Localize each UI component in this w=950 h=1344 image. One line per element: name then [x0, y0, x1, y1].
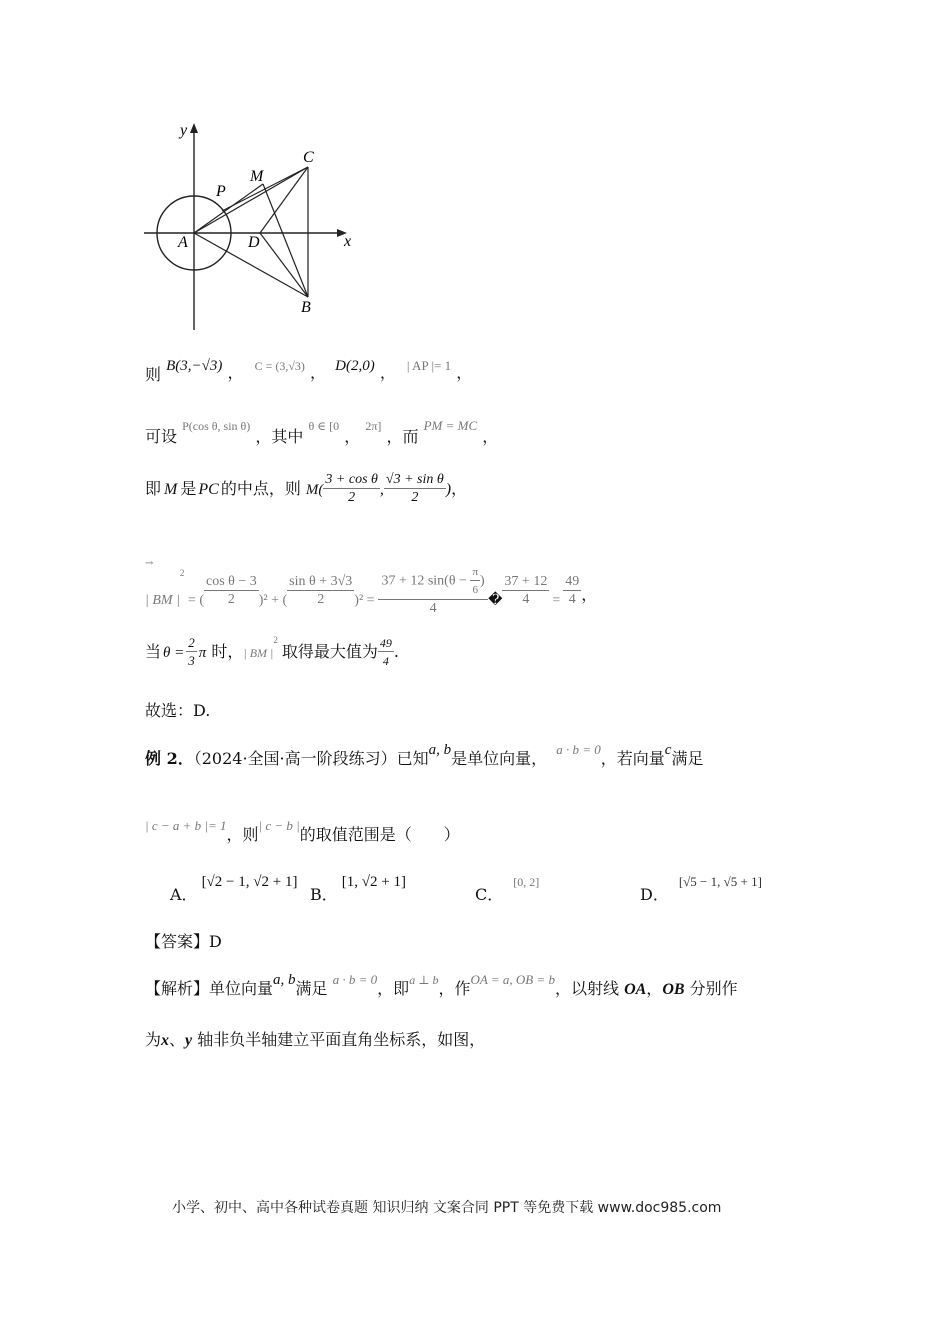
- option-d-label: D．: [640, 885, 669, 904]
- l3-prefix: 即: [145, 479, 162, 498]
- analysis-line-1: [145, 966, 738, 998]
- l5-when: 时，: [211, 642, 244, 661]
- l4-d1: 2: [227, 591, 235, 607]
- l1-sep2: ，: [310, 363, 327, 382]
- l5-frac: [186, 635, 197, 670]
- segment-MB: [263, 184, 308, 297]
- label-y: y: [180, 122, 188, 139]
- l2-and: ，而: [386, 427, 419, 446]
- line-2: [145, 412, 499, 446]
- option-b-label: B．: [310, 885, 338, 904]
- l4-d4: 4: [522, 591, 530, 607]
- l3-is: 是: [180, 479, 197, 498]
- option-a-value: [√2 − 1, √2 + 1]: [201, 874, 298, 890]
- l1-C: C = (3,√3): [254, 359, 305, 373]
- l4-frac2: [287, 574, 354, 609]
- l7-label: 例 2．: [145, 749, 194, 768]
- l4-sq: 2: [179, 568, 185, 578]
- l4-glyph: �: [488, 593, 503, 609]
- label-C: C: [303, 149, 314, 166]
- l3-frac2: [384, 472, 446, 507]
- l2-theta: θ ∈ [0: [308, 419, 340, 433]
- l11-ie: ，即: [377, 979, 410, 998]
- l2-end: ，: [482, 427, 499, 446]
- l8-then: ，则: [226, 825, 259, 844]
- l5-n: 2: [188, 635, 195, 650]
- l7-src: （2024·全国·高一阶段练习）已知: [193, 749, 429, 768]
- line-5: [145, 635, 399, 670]
- l3-num1: 3 + cos θ: [325, 472, 378, 487]
- l3-den2: 2: [411, 490, 419, 505]
- l12-y: y: [185, 1032, 193, 1049]
- label-x: x: [344, 233, 352, 250]
- y-axis-arrow: [190, 123, 198, 133]
- l11-ray: ，以射线: [554, 979, 625, 998]
- l11-OB: OB: [662, 981, 685, 998]
- l11-make: ，作: [438, 979, 471, 998]
- l4-frac1: [204, 574, 259, 609]
- l11-as: 分别作: [684, 979, 738, 998]
- l4-eq2: =: [552, 593, 561, 609]
- l7-c: c: [664, 742, 672, 758]
- l5-n2: 49: [379, 636, 392, 650]
- l11-unit: 单位向量: [209, 979, 274, 998]
- l11-perp: a ⊥ b: [409, 973, 439, 987]
- label-P: P: [216, 183, 226, 200]
- option-a-label: A．: [170, 885, 198, 904]
- label-B: B: [301, 299, 311, 316]
- l4-n1: cos θ − 3: [205, 573, 257, 589]
- l2-comma: ，: [344, 427, 361, 446]
- l7-sat: 满足: [671, 749, 704, 768]
- l2-prefix: 可设: [145, 427, 178, 446]
- l2-mid: ，其中: [255, 427, 304, 446]
- l4-p1: )² + (: [258, 593, 288, 609]
- l7-dot: a · b = 0: [556, 742, 601, 757]
- l7-if: ，若向量: [600, 749, 665, 768]
- l2-twopi: 2π]: [365, 419, 382, 433]
- l1-sep1: ，: [227, 363, 244, 382]
- option-b: [310, 868, 406, 904]
- l4-frac4: [502, 574, 549, 609]
- l4-n3pi: π: [470, 564, 480, 581]
- line-6: 故选：D.: [145, 701, 211, 720]
- l5-d: 3: [188, 653, 195, 668]
- l12-text1: 为: [145, 1030, 162, 1049]
- answer-line: 【答案】D: [145, 932, 222, 951]
- l1-prefix: 则: [145, 365, 162, 384]
- l11-ab: a, b: [273, 972, 296, 988]
- l4-d2: 2: [317, 591, 325, 607]
- line-7: [145, 736, 704, 768]
- l4-frac3: [378, 564, 488, 618]
- l3-close: ): [445, 481, 452, 498]
- footer-text: 小学、初中、高中各种试卷真题 知识归纳 文案合同 PPT 等免费下载 www.doc985.com: [172, 1200, 722, 1216]
- option-d: [640, 868, 762, 904]
- l11-tag: 【解析】: [145, 979, 210, 998]
- l4-n3: 37 + 12 sin(θ −: [381, 573, 471, 589]
- option-a: [170, 868, 298, 904]
- l4-end: ，: [581, 587, 598, 605]
- l11-comma: ，: [646, 979, 663, 998]
- l3-den1: 2: [348, 490, 356, 505]
- l4-frac5: [563, 574, 581, 609]
- l5-sq: 2: [273, 635, 278, 645]
- l7-ab: a, b: [428, 742, 452, 758]
- l4-n3six: 6: [472, 584, 478, 596]
- l5-prefix: 当: [145, 642, 162, 661]
- l8-cb: | c − b |: [258, 818, 300, 833]
- line-3: 即 M 是 PC 的中点，则 M( $\frac{\text{3 + cos θ}}{2}$ , $\frac{\text{√3 + sin θ}}{2}$ )，: [145, 472, 468, 505]
- l5-bm: | BM |: [243, 646, 274, 660]
- l2-P: P(cos θ, sin θ): [182, 419, 251, 433]
- l5-theta: θ =: [163, 645, 185, 661]
- line-8: [145, 812, 460, 844]
- l3-num2: √3 + sin θ: [385, 472, 444, 487]
- l4-p2: )² =: [354, 593, 375, 609]
- l3-end: ，: [451, 479, 468, 498]
- l11-OA: OA: [624, 981, 647, 998]
- label-D: D: [248, 234, 260, 251]
- l3-PC: PC: [198, 481, 219, 498]
- l11-dot: a · b = 0: [332, 972, 378, 987]
- label-M: M: [250, 168, 264, 185]
- option-c-value: [0, 2]: [513, 875, 540, 889]
- l12-text2: 轴非负半轴建立平面直角坐标系，如图，: [192, 1030, 486, 1049]
- l12-sep: 、: [169, 1030, 186, 1049]
- l1-sep3: ，: [379, 363, 396, 382]
- l3-M: M: [164, 481, 178, 498]
- l1-B: B(3,−√3): [166, 358, 223, 374]
- l4-eq: = (: [187, 593, 204, 609]
- segment-AM: [194, 184, 263, 233]
- segment-DC: [260, 167, 308, 233]
- l5-max: 取得最大值为: [281, 642, 378, 661]
- l1-sep4: ，: [456, 363, 473, 382]
- l8-range: 的取值范围是（ ）: [299, 825, 460, 844]
- label-A: A: [178, 234, 188, 251]
- l5-frac2: [378, 635, 394, 670]
- l1-D: D(2,0): [335, 358, 375, 374]
- l1-AP: | AP |= 1: [406, 358, 452, 373]
- l8-cond: | c − a + b |= 1: [145, 818, 227, 833]
- l12-x: x: [161, 1032, 170, 1049]
- l11-oa: OA = a, OB = b: [470, 972, 555, 987]
- option-c-label: C．: [475, 885, 504, 904]
- l3-frac1: [323, 472, 380, 507]
- option-c: [475, 868, 540, 904]
- line-1: [145, 352, 473, 384]
- l7-unit: 是单位向量，: [451, 749, 548, 768]
- l4-n3-wrap: [378, 564, 488, 600]
- l2-eq: PM = MC: [423, 418, 478, 433]
- option-d-value: [√5 − 1, √5 + 1]: [678, 874, 762, 889]
- l4-lhs: | BM |: [145, 593, 180, 609]
- l11-sat: 满足: [295, 979, 328, 998]
- segment-DB: [260, 233, 308, 297]
- l5-d2: 4: [382, 654, 389, 668]
- l4-n5: 49: [565, 573, 580, 589]
- l3-Mleft: M(: [305, 482, 324, 498]
- option-b-value: [1, √2 + 1]: [341, 874, 406, 890]
- l4-arrow: →: [145, 558, 154, 569]
- l4-d3: 4: [429, 601, 437, 616]
- l5-end: .: [393, 642, 399, 661]
- l5-pi: π: [198, 645, 207, 661]
- analysis-line-2: [145, 1027, 485, 1050]
- l4-d5: 4: [568, 591, 576, 607]
- l4-n2: sin θ + 3√3: [289, 573, 353, 589]
- l4-n4: 37 + 12: [504, 573, 548, 589]
- geometry-figure: [140, 115, 370, 340]
- l4-n3end: ): [480, 573, 485, 589]
- l3-mid: 的中点，则: [220, 479, 301, 498]
